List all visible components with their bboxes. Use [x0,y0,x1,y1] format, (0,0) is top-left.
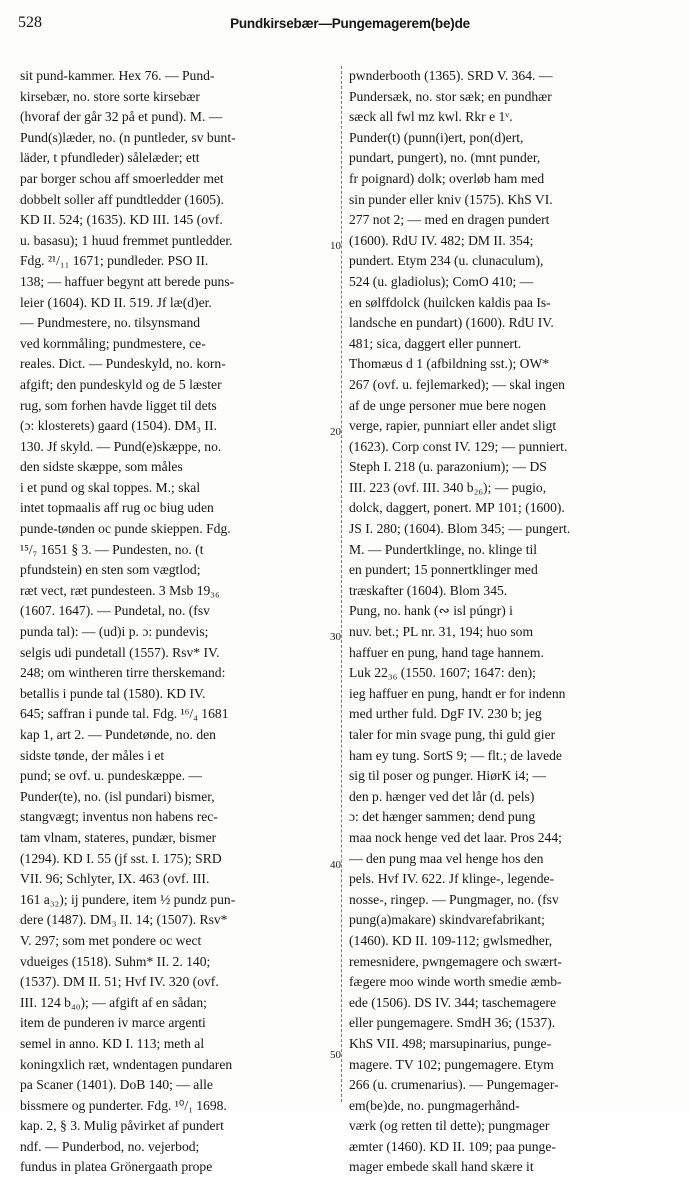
text-line: VII. 96; Schlyter, IX. 463 (ovf. III. [20,871,210,887]
text-line: 524 (u. gladiolus); ComO 410; — [349,273,534,289]
text-line: 138; — haffuer begynt att berede puns- [20,273,235,289]
text-line: punda tal): — (ud)i p. ɔ: pundevis; [20,624,209,640]
text-line: Pundersæk, no. stor sæk; en pundhær [349,88,552,104]
text-line: Steph I. 218 (u. parazonium); — DS [349,459,547,475]
text-line: JS I. 280; (1604). Blom 345; — pungert. [349,521,571,537]
line-number-50: 50 [330,1049,341,1061]
text-line: fr poignard) dolk; overløb ham med [349,170,545,186]
text-line: (1600). RdU IV. 482; DM II. 354; [349,232,534,248]
text-line: pa Scaner (1401). DoB 140; — alle [20,1077,213,1093]
text-line: 248; om wintheren tirre therskemand: [20,665,226,681]
text-line: V. 297; som met pondere oc wect [20,932,202,948]
text-line: item de punderen iv marce argenti [20,1015,206,1031]
text-line: ham ey tung. SortS 9; — flt.; de lavede [349,747,562,763]
text-line: sig til poser og punger. HiørK i4; — [349,768,547,784]
text-line: semel in anno. KD I. 113; meth al [20,1035,205,1051]
text-line: — den pung maa vel henge hos den [349,850,544,866]
text-line: u. basasu); 1 huud fremmet puntledder. [20,232,233,248]
text-line: ɔ: det hænger sammen; dend pung [349,809,536,825]
text-line: pund; se ovf. u. pundeskæppe. — [20,768,202,784]
text-line: stangvægt; inventus non habens rec- [20,809,218,825]
text-line: sin punder eller kniv (1575). KhS VI. [349,191,553,207]
text-line: pwnderbooth (1365). SRD V. 364. — [349,68,553,83]
text-line: sæck all fwl mz kwl. Rkr e 1ᵛ. [349,109,513,125]
text-line: 161 a₃₂); ij pundere, item ½ pundz pun- [20,891,236,907]
text-line: sidste tønde, der måles i et [20,747,165,763]
text-line: 645; saffran i punde tal. Fdg. ¹⁶/₄ 1681 [20,706,229,722]
text-line: fundus in platea Grönergaath prope [20,1159,213,1175]
text-line: maa nock henge ved det laar. Pros 244; [349,829,562,845]
text-line: 130. Jf skyld. — Pund(e)skæppe, no. [20,438,222,454]
text-line: Luk 22₃₆ (1550. 1607; 1647: den); [349,665,536,681]
text-line: den sidste skæppe, som måles [20,459,183,475]
text-line: selgis udi pundetall (1557). Rsv* IV. [20,644,220,660]
text-line: sit pund-kammer. Hex 76. — Pund- [20,68,215,83]
right-column [349,66,671,1178]
text-line: kap. 2, § 3. Mulig påvirket af pundert [20,1118,224,1134]
line-number-10: 10 [330,240,341,252]
text-line: rug, som forhen havde ligget til dets [20,397,217,413]
text-line: eller pungemagere. SmdH 36; (1537). [349,1015,556,1031]
text-line: 481; sica, daggert eller punnert. [349,335,522,351]
text-line: afgift; den pundeskyld og de 5 læster [20,376,222,392]
line-number-30: 30 [330,631,341,643]
text-line: dobbelt soller aff pundtledder (1605). [20,191,224,207]
text-line: ¹⁵/₇ 1651 § 3. — Pundesten, no. (t [20,541,204,557]
text-line: koningxlich ræt, wndentagen pundaren [20,1056,233,1072]
text-line: Punder(t) (punn(i)ert, pon(d)ert, [349,129,524,145]
text-line: kirsebær, no. store sorte kirsebær [20,88,200,104]
text-line: ved kornmåling; pundmestere, ce- [20,335,206,351]
page-number: 528 [18,14,42,31]
text-line: ede (1506). DS IV. 344; taschemagere [349,994,556,1010]
left-column [20,66,340,1178]
text-line: KhS VII. 498; marsupinarius, punge- [349,1035,552,1051]
text-line: dere (1487). DM₃ II. 14; (1507). Rsv* [20,912,228,928]
text-line: Fdg. ²¹/₁₁ 1671; pundleder. PSO II. [20,253,209,269]
text-line: 266 (u. crumenarius). — Pungemager- [349,1077,559,1093]
text-line: dolck, daggert, ponert. MP 101; (1600). [349,500,565,516]
text-line: par borger schou aff smoerledder met [20,170,224,186]
text-line: intet topmaalis aff rug oc biug uden [20,500,214,516]
text-line: landsche en pundart) (1600). RdU IV. [349,315,554,331]
line-number-20: 20 [330,426,341,438]
running-head: Pundkirsebær—Pungemagerem(be)de [230,16,470,31]
text-line: taler for min svage pung, thi guld gier [349,727,556,742]
text-line: fægere moo winde worth smedie æmb- [349,974,562,990]
text-line: — Pundmestere, no. tilsynsmand [20,315,201,331]
text-line: af de unge personer mue bere nogen [349,397,547,413]
text-line: værk (og retten til dette); pungmager [349,1118,550,1134]
text-line: Pung, no. hank (∾ isl púngr) i [349,603,513,619]
text-line: III. 223 (ovf. III. 340 b₂₆); — pugio, [349,479,547,495]
text-line: med urther fuld. DgF IV. 230 b; jeg [349,706,542,722]
text-line: (hvoraf der går 32 på et pund). M. — [20,109,223,125]
text-line: pung(a)makare) skindvarefabrikant; [349,912,545,928]
text-line: vdueiges (1518). Suhm* II. 2. 140; [20,953,211,969]
column-divider [341,66,342,1102]
text-line: (ɔ: klosterets) gaard (1504). DM₃ II. [20,418,217,434]
text-line: (1460). KD II. 109-112; gwlsmedher, [349,932,553,948]
text-line: 267 (ovf. u. fejlemarked); — skal ingen [349,376,565,392]
text-line: æmter (1460). KD II. 109; paa punge- [349,1138,556,1154]
text-line: (1607. 1647). — Pundetal, no. (fsv [20,603,210,619]
text-line: läder, t pfundleder) sålelæder; ett [20,150,200,166]
text-line: pundert. Etym 234 (u. clunaculum), [349,253,544,269]
text-line: ndf. — Punderbod, no. vejerbod; [20,1138,200,1154]
text-line: punde-tønden oc punde skieppen. Fdg. [20,521,231,537]
line-number-40: 40 [330,859,341,871]
text-line: Thomæus d 1 (afbildning sst.); OW* [349,356,550,372]
text-line: M. — Pundertklinge, no. klinge til [349,541,538,557]
text-line: tam vlnam, stateres, pundær, bismer [20,829,217,845]
text-line: haffuer en pung, hand tage hannem. [349,644,544,660]
text-line: mager embede skall hand skære it [349,1159,534,1175]
text-line: en sølffdolck (huilcken kaldis paa Is- [349,294,551,310]
text-line: III. 124 b₄₀); — afgift af en sådan; [20,994,207,1010]
text-line: (1294). KD I. 55 (jf sst. I. 175); SRD [20,850,222,866]
text-line: nuv. bet.; PL nr. 31, 194; huo som [349,624,534,640]
text-line: (1623). Corp const IV. 129; — punniert. [349,438,568,454]
text-line: ræt vect, ræt pundesteen. 3 Msb 19₃₆ [20,582,220,598]
text-line: træskafter (1604). Blom 345. [349,582,508,598]
text-line: KD II. 524; (1635). KD III. 145 (ovf. [20,212,223,228]
text-line: (1537). DM II. 51; Hvf IV. 320 (ovf. [20,974,219,990]
text-line: 277 not 2; — med en dragen pundert [349,212,550,228]
text-line: en pundert; 15 ponnertklinger med [349,562,538,578]
text-line: betallis i punde tal (1580). KD IV. [20,685,206,701]
text-line: Punder(te), no. (isl pundari) bismer, [20,788,215,804]
text-line: pfundstein) en sten som vægtlod; [20,562,201,578]
text-line: pels. Hvf IV. 622. Jf klinge-, legende- [349,871,555,887]
text-line: i et pund og skal toppes. M.; skal [20,479,201,495]
text-line: kap 1, art 2. — Pundetønde, no. den [20,727,216,742]
text-line: ieg haffuer en pung, handt er for indenn [349,685,566,701]
text-line: den p. hænger ved det lår (d. pels) [349,788,535,804]
text-line: remesnidere, pwngemagere och swært- [349,953,562,969]
text-line: magere. TV 102; pungemagere. Etym [349,1056,554,1072]
text-line: pundart, pungert), no. (mnt punder, [349,150,541,166]
text-line: em(be)de, no. pungmagerhånd- [349,1097,520,1113]
text-line: nosse-, ringep. — Pungmager, no. (fsv [349,891,559,907]
text-line: Pund(s)læder, no. (n puntleder, sv bunt- [20,129,236,145]
text-line: leier (1604). KD II. 519. Jf læ(d)er. [20,294,212,310]
text-line: reales. Dict. — Pundeskyld, no. korn- [20,356,226,372]
text-line: bissmere og punderter. Fdg. ¹⁰/₁ 1698. [20,1097,227,1113]
text-line: verge, rapier, punniart eller andet sligt [349,418,557,434]
